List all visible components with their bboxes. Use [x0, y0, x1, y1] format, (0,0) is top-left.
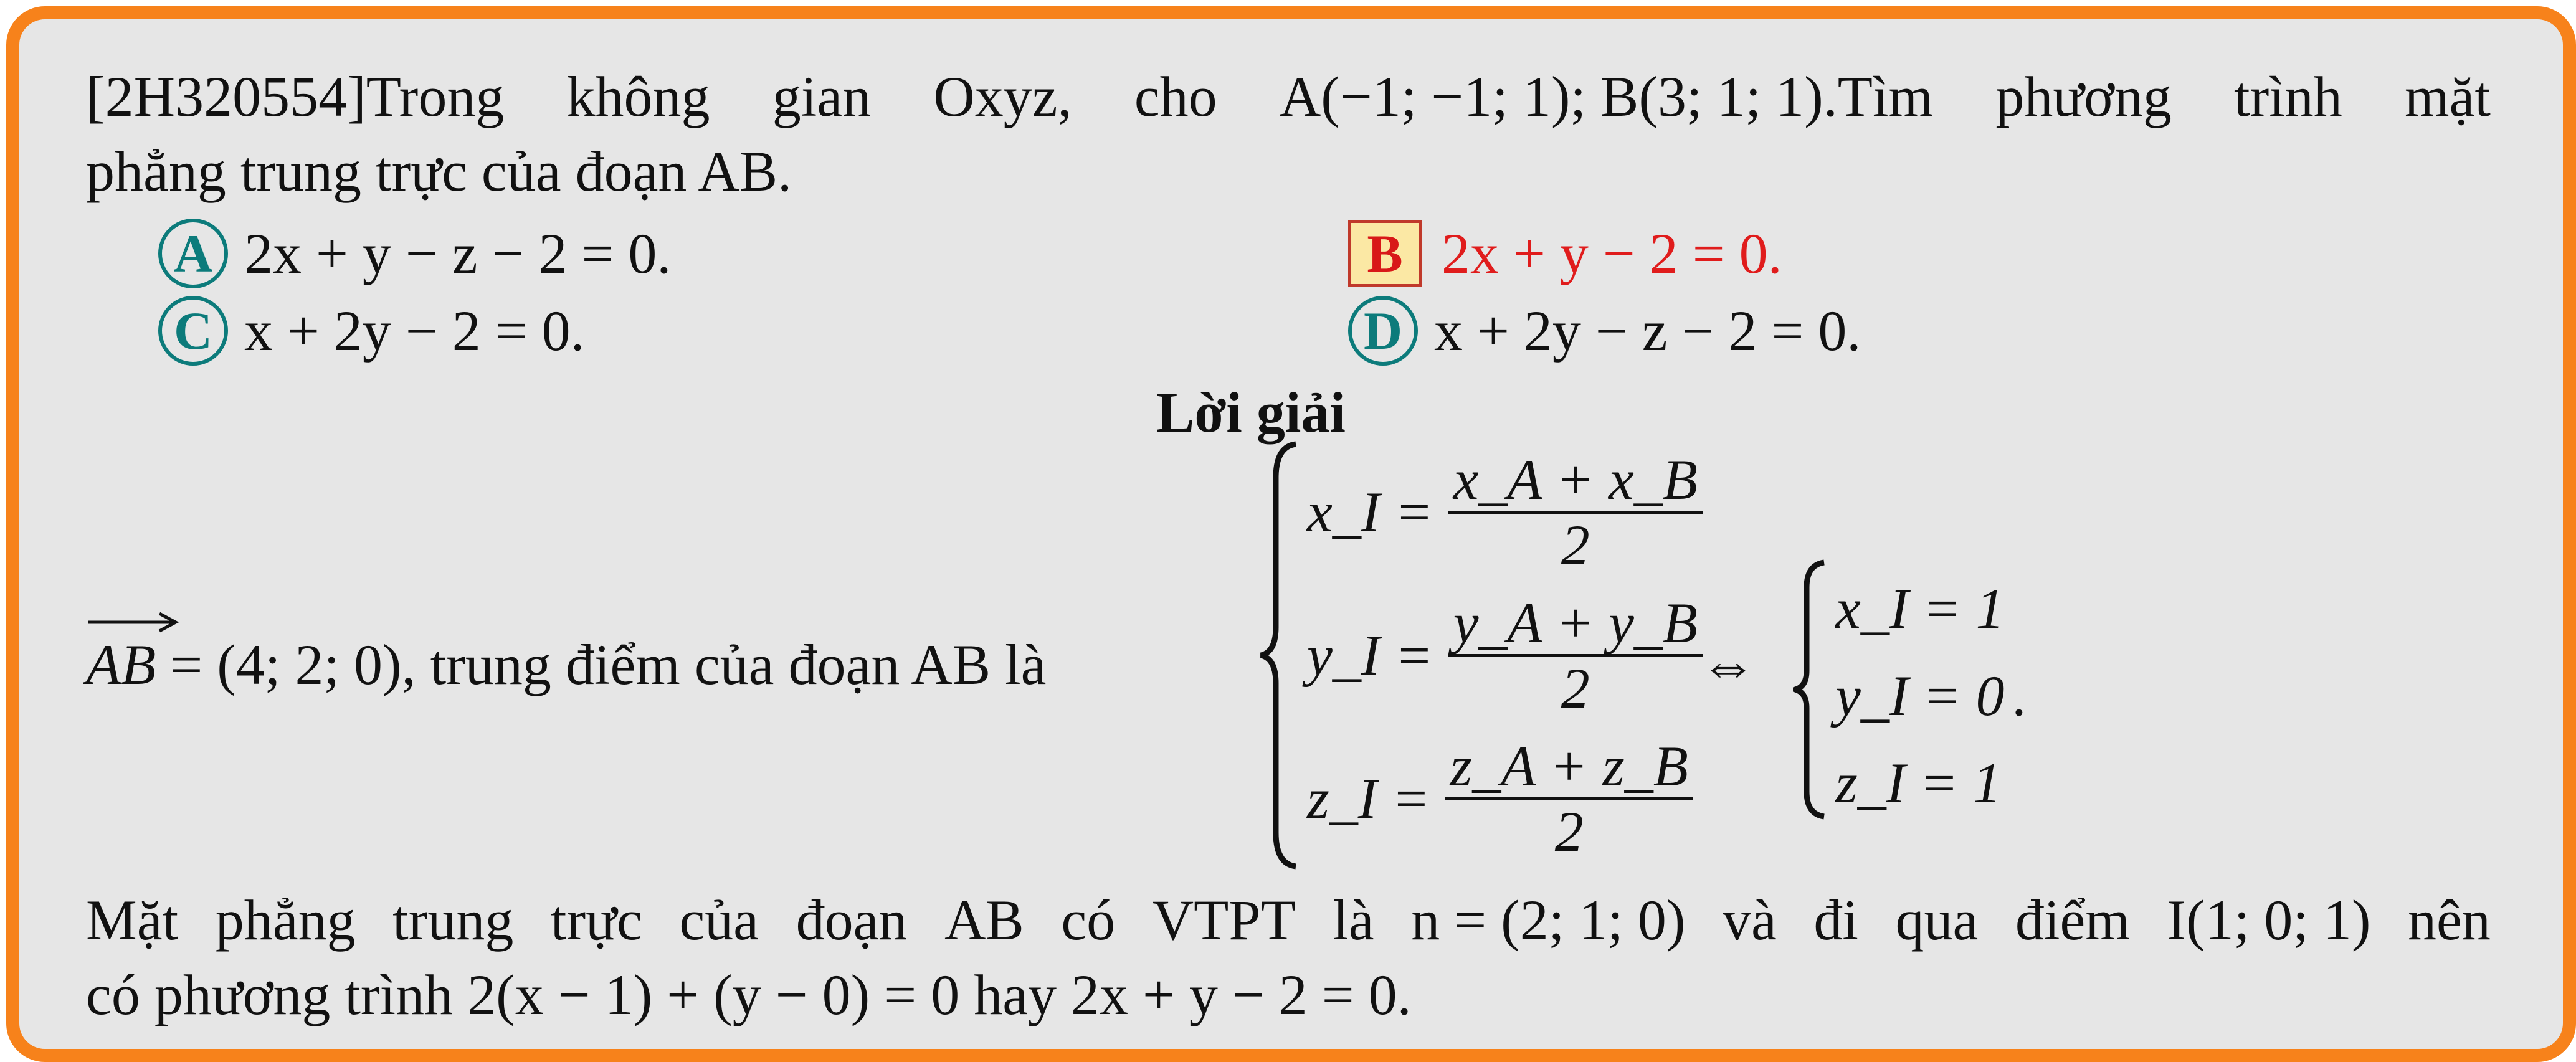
option-d-text: x + 2y − z − 2 = 0.: [1434, 299, 1861, 363]
conclusion-line-1-word: là: [1333, 888, 1374, 952]
question-line-1-word: trình: [2234, 65, 2342, 128]
system-2-row-z: z_I = 1: [1835, 751, 2002, 815]
system-1-frac-y: [1448, 592, 1703, 719]
system-1-lhs-x: x_I =: [1307, 480, 1433, 544]
question-line-1-word: không: [566, 65, 710, 128]
left-brace-icon: [1257, 440, 1301, 870]
conclusion-line-1-word: AB: [944, 888, 1024, 952]
question-line-2: phẳng trung trực của đoạn AB.: [86, 140, 792, 203]
option-c[interactable]: [158, 293, 585, 368]
option-a-text: 2x + y − z − 2 = 0.: [244, 222, 672, 285]
conclusion-line-1-word: có: [1061, 888, 1116, 952]
question-line-1-word: [2H320554]Trong: [86, 65, 505, 128]
vector-ab-label: AB: [86, 633, 156, 696]
solution-lead-line: [86, 627, 1046, 702]
option-a[interactable]: [158, 216, 671, 291]
system-1: [1307, 440, 1703, 870]
option-d[interactable]: [1348, 293, 1861, 368]
option-b-marker-correct: B: [1348, 220, 1422, 287]
frac-x-denominator: 2: [1561, 513, 1590, 577]
system-1-lhs-z: z_I =: [1307, 767, 1430, 830]
frac-z-numerator: z_A + z_B: [1445, 735, 1693, 800]
conclusion-line-1-word: I(1; 0; 1): [2167, 888, 2371, 952]
option-c-text: x + 2y − 2 = 0.: [244, 299, 585, 363]
conclusion-line-2: có phương trình 2(x − 1) + (y − 0) = 0 hay 2x + y − 2 = 0.: [86, 963, 1412, 1026]
conclusion-line-1-word: n = (2; 1; 0): [1411, 888, 1686, 952]
question-line-1-word: gian: [772, 65, 872, 128]
conclusion-line-1-word: VTPT: [1152, 888, 1296, 952]
frac-x-numerator: x_A + x_B: [1448, 448, 1703, 514]
system-2-row-x: x_I = 1: [1835, 577, 2005, 640]
conclusion-line-1-word: qua: [1895, 888, 1979, 952]
question-line-1-word: cho: [1134, 65, 1217, 128]
system-1-row-z: [1307, 727, 1703, 870]
problem-content: [86, 59, 2491, 1032]
conclusion-line-1-word: phẳng: [215, 888, 356, 952]
solution-title: Lời giải: [1156, 381, 1346, 444]
question-line-1-word: A(−1; −1; 1); B(3; 1; 1).Tìm: [1279, 65, 1934, 128]
option-b[interactable]: [1348, 216, 1782, 291]
system-2-row-y-text: y_I = 0: [1835, 664, 2005, 728]
conclusion-line-1: [86, 883, 2491, 957]
conclusion-line-1-word: trực: [550, 888, 642, 952]
question-line-1-word: Oxyz,: [933, 65, 1072, 128]
system-1-frac-z: [1445, 735, 1693, 863]
question-line-1: [86, 59, 2491, 134]
conclusion-line-1-word: nên: [2408, 888, 2491, 952]
equivalence-sign: ⇔: [1699, 633, 1757, 696]
solution-lead-text: = (4; 2; 0), trung điểm của đoạn AB là: [156, 633, 1047, 696]
system-1-row-y: [1307, 584, 1703, 727]
system-2: [1835, 565, 2028, 827]
frac-y-denominator: 2: [1561, 656, 1590, 720]
vector-ab: [86, 627, 156, 702]
conclusion-line-1-word: đoạn: [796, 888, 908, 952]
option-c-marker: C: [158, 296, 228, 366]
question-line-1-word: mặt: [2405, 65, 2491, 128]
system-2-period: .: [2013, 664, 2028, 728]
conclusion-line-1-word: điểm: [2015, 888, 2130, 952]
conclusion-line-1-word: trung: [392, 888, 514, 952]
conclusion-line-1-word: của: [679, 888, 759, 952]
system-1-lhs-y: y_I =: [1307, 623, 1433, 687]
options-row-1: [86, 209, 2491, 293]
option-a-marker: A: [158, 219, 228, 288]
question-line-1-word: phương: [1995, 65, 2172, 128]
conclusion-line-1-word: và: [1723, 888, 1777, 952]
solution-body: [86, 447, 2491, 883]
option-d-marker: D: [1348, 296, 1418, 366]
right-system-brace-icon: [1793, 559, 1828, 820]
conclusion-line-1-word: Mặt: [86, 888, 179, 952]
conclusion-line-1-word: đi: [1813, 888, 1858, 952]
system-1-row-x: [1307, 440, 1703, 584]
system-1-frac-x: [1448, 448, 1703, 576]
frac-z-denominator: 2: [1554, 799, 1584, 863]
options-row-2: [86, 293, 2491, 378]
frac-y-numerator: y_A + y_B: [1448, 592, 1703, 657]
system-2-row-y: [1835, 652, 2028, 739]
option-b-text: 2x + y − 2 = 0.: [1442, 222, 1782, 285]
vector-arrow-icon: [86, 609, 179, 633]
